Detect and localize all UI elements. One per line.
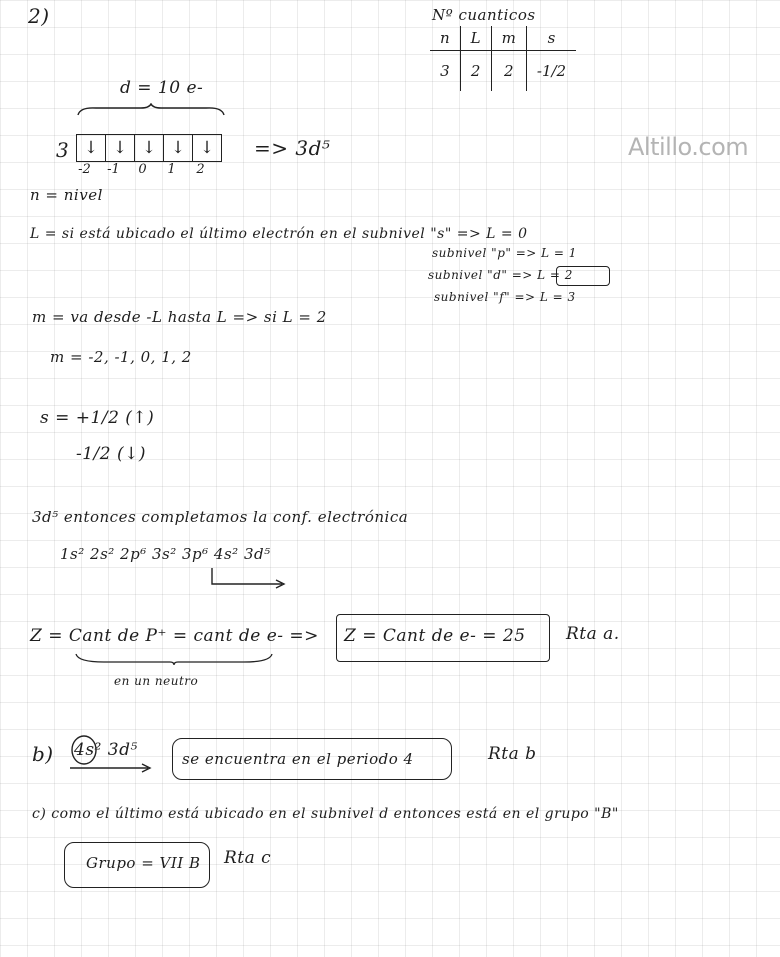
- part-c-boxed-text: Grupo = VII B: [86, 854, 201, 872]
- quantum-table-title: Nº cuanticos: [432, 6, 536, 24]
- ml-value: 1: [167, 162, 176, 177]
- ml-value: -2: [78, 162, 91, 177]
- quantum-header-s: s: [526, 26, 576, 51]
- part-a-equation: Z = Cant de P⁺ = cant de e- =>: [30, 626, 319, 646]
- part-b-boxed-text: se encuentra en el periodo 4: [182, 750, 414, 768]
- m-definition-line1: m = va desde -L hasta L => si L = 2: [32, 308, 327, 326]
- part-b-answer: Rta b: [488, 744, 537, 764]
- part-b-label: b): [32, 742, 54, 766]
- ml-value: -1: [107, 162, 120, 177]
- ml-value: 2: [196, 162, 205, 177]
- orbital-boxes: [76, 134, 222, 162]
- quantum-value-l: 2: [460, 51, 491, 92]
- m-definition-line2: m = -2, -1, 0, 1, 2: [50, 348, 192, 366]
- circle-arrow-icon: [64, 734, 158, 778]
- l-definition-line2: subnivel "p" => L = 1: [432, 246, 577, 260]
- s-definition-line2: -1/2 (↓): [76, 444, 147, 464]
- quantum-value-s: -1/2: [536, 62, 567, 80]
- brace-icon: [76, 103, 226, 117]
- orbital-box: ↓: [106, 135, 135, 161]
- part-c-answer: Rta c: [224, 848, 272, 868]
- n-definition: n = nivel: [30, 186, 103, 204]
- part-c-text: c) como el último está ubicado en el subnivel d entonces está en el grupo "B": [32, 806, 619, 822]
- electron-configuration: 1s² 2s² 2p⁶ 3s² 3p⁶ 4s² 3d⁵: [60, 545, 271, 563]
- problem-number: 2): [28, 4, 50, 28]
- config-intro: 3d⁵ entonces completamos la conf. electrónica: [32, 508, 409, 526]
- ml-values: [70, 162, 215, 177]
- l-equals-2-box: [556, 266, 610, 286]
- l-definition-line3: subnivel "d" => L = 2: [428, 268, 573, 282]
- orbital-box: ↓: [135, 135, 164, 161]
- orbital-level: 3: [56, 138, 70, 162]
- quantum-table: [430, 26, 576, 91]
- part-a-answer: Rta a.: [566, 624, 620, 644]
- arrow-icon: [200, 566, 290, 590]
- quantum-value-n: 3: [430, 51, 460, 92]
- orbital-box: ↓: [77, 135, 106, 161]
- orbital-box: ↓: [199, 138, 215, 158]
- quantum-header-n: n: [430, 26, 460, 51]
- quantum-value-m: 2: [491, 51, 526, 92]
- brace-label: d = 10 e-: [120, 78, 204, 98]
- orbital-result: => 3d⁵: [254, 136, 331, 160]
- s-definition-line1: s = +1/2 (↑): [40, 408, 155, 428]
- part-b-config: 4s² 3d⁵: [74, 740, 138, 760]
- l-definition-line1: L = si está ubicado el último electrón en el subnivel "s" => L = 0: [30, 226, 528, 242]
- underbrace-icon: [74, 652, 274, 666]
- watermark: Altillo.com: [628, 133, 749, 161]
- part-a-note: en un neutro: [114, 674, 199, 688]
- l-definition-line4: subnivel "f" => L = 3: [434, 290, 576, 304]
- orbital-box: ↓: [164, 135, 193, 161]
- part-a-boxed-text: Z = Cant de e- = 25: [344, 626, 526, 646]
- quantum-header-l: L: [460, 26, 491, 51]
- quantum-header-m: m: [491, 26, 526, 51]
- ml-value: 0: [138, 162, 147, 177]
